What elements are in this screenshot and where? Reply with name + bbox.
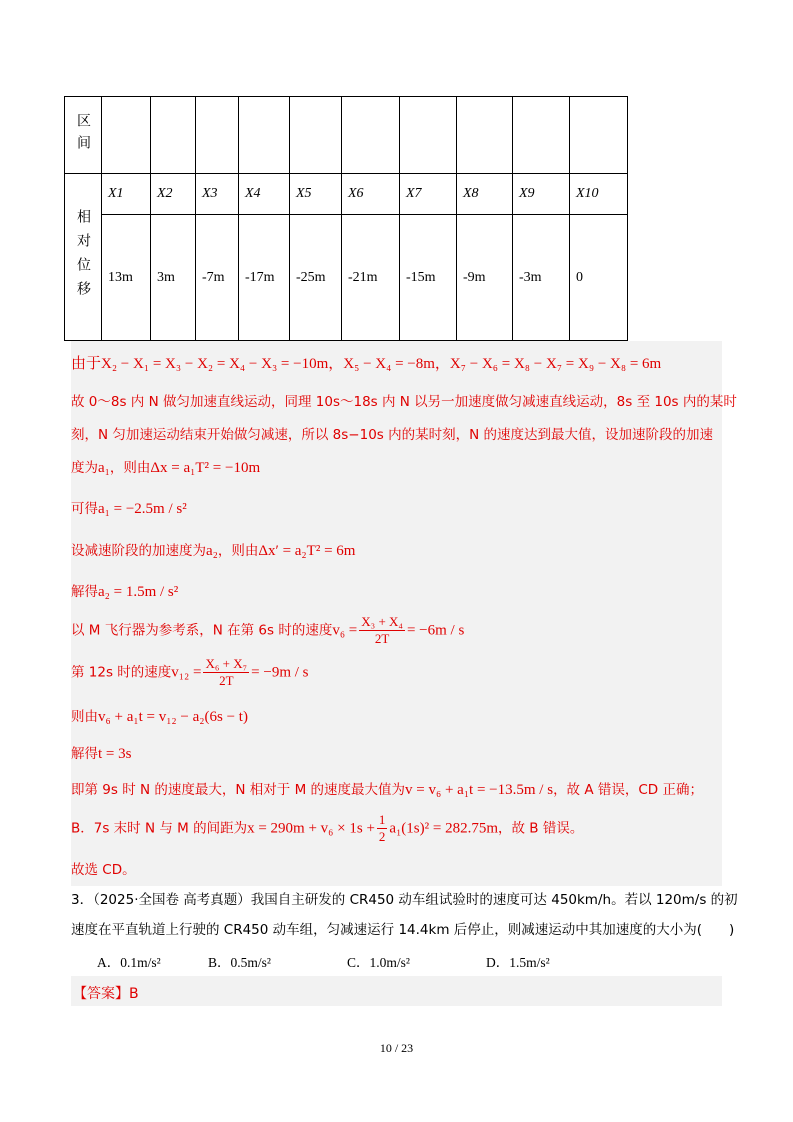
- var-cell: X1: [102, 174, 151, 215]
- var-cell: X3: [196, 174, 239, 215]
- solution-line: 即第 9s 时 N 的速度最大，N 相对于 M 的速度最大值为v = v₆ + a₁t = −13.5m / s，故 A 错误，CD 正确；: [71, 782, 703, 798]
- solution-line: 则由v₆ + a₁t = v₁₂ − a₂(6s − t): [71, 709, 248, 725]
- var-cell: X7: [400, 174, 457, 215]
- value-cell: -3m: [513, 215, 570, 341]
- solution-line: 第 12s 时的速度v₁₂ = $\frac{\text{X₆ + X₇}}{2T}$ = −9m / s: [71, 656, 309, 688]
- option-a: A．0.1m/s²: [97, 955, 161, 970]
- question-line: 3．（2025·全国卷 高考真题）我国自主研发的 CR450 动车组试验时的速度可达 450km/h。若以 120m/s 的初: [71, 892, 738, 908]
- value-cell: -21m: [342, 215, 400, 341]
- table-cell: [342, 97, 400, 174]
- value-cell: -15m: [400, 215, 457, 341]
- var-cell: X8: [457, 174, 513, 215]
- value-cell: -25m: [290, 215, 342, 341]
- page-number: 10 / 23: [379, 1041, 414, 1055]
- question-line: 速度在平直轨道上行驶的 CR450 动车组，匀减速运行 14.4km 后停止，则减速运动中其加速度的大小为( ): [71, 922, 735, 938]
- answer-block: [71, 976, 722, 1006]
- table-row: [65, 174, 628, 215]
- value-cell: -7m: [196, 215, 239, 341]
- solution-line: 设减速阶段的加速度为a₂，则由Δx′ = a₂T² = 6m: [71, 543, 356, 559]
- fraction: $\frac{1}{2}$: [378, 812, 386, 844]
- option-b: B．0.5m/s²: [208, 955, 271, 970]
- table-cell: [400, 97, 457, 174]
- table-cell: [290, 97, 342, 174]
- row-label-interval: 区间: [65, 97, 102, 174]
- row-label-displacement: 相对位移: [65, 174, 102, 341]
- solution-line: 可得a₁ = −2.5m / s²: [71, 501, 187, 517]
- solution-line: 故 0～8s 内 N 做匀加速直线运动，同理 10s～18s 内 N 以另一加速度做匀减速直线运动，8s 至 10s 内的某时: [71, 394, 737, 410]
- var-cell: X4: [239, 174, 290, 215]
- answer-label: 【答案】B: [73, 986, 139, 1002]
- table-cell: [513, 97, 570, 174]
- var-cell: X10: [570, 174, 628, 215]
- solution-line: 度为a₁，则由Δx = a₁T² = −10m: [71, 460, 261, 476]
- value-cell: -9m: [457, 215, 513, 341]
- solution-line: 以 M 飞行器为参考系，N 在第 6s 时的速度v₆ = $\frac{\text{X₃ + X₄}}{2T}$ = −6m / s: [71, 614, 465, 646]
- table-row: [65, 97, 628, 174]
- table-row: [65, 215, 628, 341]
- var-cell: X9: [513, 174, 570, 215]
- option-d: D．1.5m/s²: [486, 955, 550, 970]
- table-cell: [102, 97, 151, 174]
- table-cell: [196, 97, 239, 174]
- fraction: $\frac{\text{X₆ + X₇}}{2T}$: [205, 656, 248, 688]
- table-cell: [151, 97, 196, 174]
- solution-line: 解得t = 3s: [71, 746, 132, 762]
- solution-line: 由于X₂ − X₁ = X₃ − X₂ = X₄ − X₃ = −10m，X₅ − X₄ = −8m，X₇ − X₆ = X₈ − X₇ = X₉ − X₈ = 6m: [71, 356, 662, 372]
- value-cell: 3m: [151, 215, 196, 341]
- solution-line: 故选 CD。: [71, 862, 136, 878]
- solution-line: 刻，N 匀加速运动结束开始做匀减速，所以 8s−10s 内的某时刻，N 的速度达到最大值，设加速阶段的加速: [71, 427, 714, 443]
- value-cell: -17m: [239, 215, 290, 341]
- option-c: C．1.0m/s²: [347, 955, 410, 970]
- table-cell: [457, 97, 513, 174]
- value-cell: 13m: [102, 215, 151, 341]
- solution-line: B．7s 末时 N 与 M 的间距为x = 290m + v₆ × 1s + $\frac{1}{2}$ a₁(1s)² = 282.75m，故 B 错误。: [71, 812, 584, 844]
- var-cell: X5: [290, 174, 342, 215]
- table-cell: [239, 97, 290, 174]
- var-cell: X6: [342, 174, 400, 215]
- value-cell: 0: [570, 215, 628, 341]
- solution-line: 解得a₂ = 1.5m / s²: [71, 584, 179, 600]
- var-cell: X2: [151, 174, 196, 215]
- fraction: $\frac{\text{X₃ + X₄}}{2T}$: [361, 614, 403, 646]
- displacement-table: [64, 96, 628, 341]
- table-cell: [570, 97, 628, 174]
